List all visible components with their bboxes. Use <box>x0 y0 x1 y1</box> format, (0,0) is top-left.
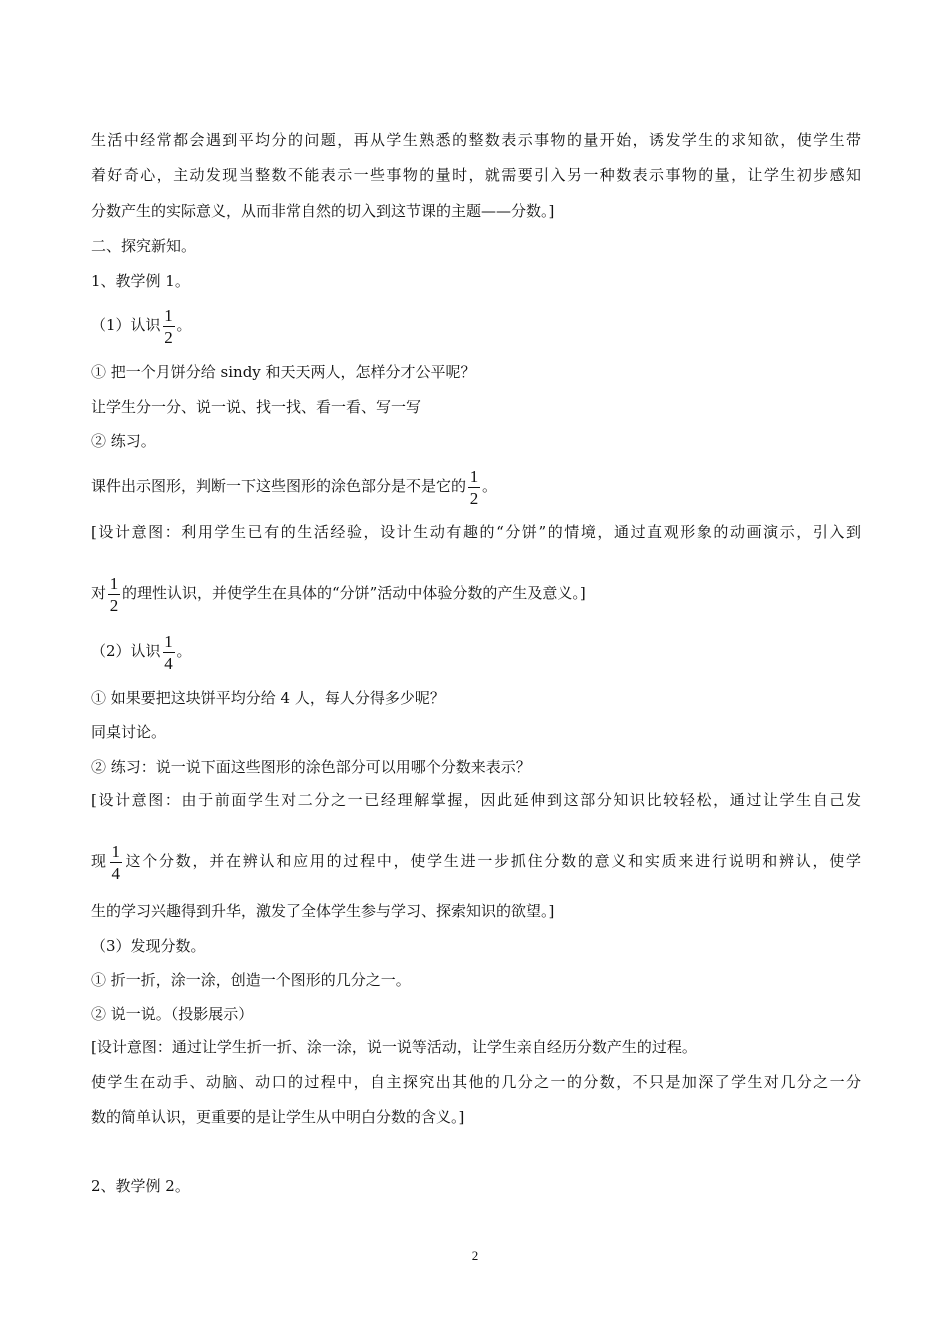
design-intent-line: [设计意图：利用学生已有的生活经验，设计生动有趣的“分饼”的情境，通过直观形象的动画演示，引入到 <box>91 523 861 541</box>
design-intent-line <box>91 842 861 882</box>
denominator: 2 <box>469 488 479 508</box>
list-item: ① 折一折，涂一涂，创造一个图形的几分之一。 <box>91 971 411 989</box>
denominator: 2 <box>164 327 173 347</box>
paragraph-line: 生活中经常都会遇到平均分的问题，再从学生熟悉的整数表示事物的量开始，诱发学生的求知欲，使学生带 <box>91 131 861 149</box>
design-intent-line: [设计意图：由于前面学生对二分之一已经理解掌握，因此延伸到这部分知识比较轻松，通过让学生自己发 <box>91 791 861 809</box>
list-item: ① 如果要把这块饼平均分给 4 人，每人分得多少呢？ <box>91 689 445 707</box>
numerator: 1 <box>109 573 119 593</box>
text: 的理性认识，并使学生在具体的“分饼”活动中体验分数的产生及意义。] <box>122 584 586 602</box>
list-item: ② 练习。 <box>91 432 156 450</box>
fraction <box>110 843 122 882</box>
text: 这个分数，并在辨认和应用的过程中，使学生进一步抓住分数的意义和实质来进行说明和辨认，使学 <box>123 852 861 870</box>
punctuation: 。 <box>176 642 192 660</box>
denominator: 4 <box>111 863 121 883</box>
fraction <box>108 575 120 614</box>
punctuation: 。 <box>482 477 498 495</box>
numerator: 1 <box>469 466 479 486</box>
list-item: ② 练习：说一说下面这些图形的涂色部分可以用哪个分数来表示？ <box>91 758 531 776</box>
paragraph-line: 着好奇心，主动发现当整数不能表示一些事物的量时，就需要引入另一种数表示事物的量，让学生初步感知 <box>91 166 861 184</box>
punctuation: 。 <box>176 316 192 334</box>
page-number: 2 <box>471 1248 479 1263</box>
fraction <box>468 468 480 507</box>
denominator: 4 <box>164 653 173 673</box>
example-heading: 2、教学例 2。 <box>91 1177 190 1195</box>
section-heading: 二、探究新知。 <box>91 237 197 255</box>
design-intent-line: [设计意图：通过让学生折一折、涂一涂，说一说等活动，让学生亲自经历分数产生的过程。 <box>91 1038 697 1056</box>
list-item: ② 说一说。（投影展示） <box>91 1005 254 1023</box>
numerator: 1 <box>111 841 121 861</box>
list-item: 让学生分一分、说一说、找一找、看一看、写一写 <box>91 398 422 416</box>
subheading-2 <box>91 632 192 672</box>
subheading-3: （3）发现分数。 <box>91 937 206 955</box>
list-item: 同桌讨论。 <box>91 723 167 741</box>
design-intent-line: 使学生在动手、动脑、动口的过程中，自主探究出其他的几分之一的分数，不只是加深了学生对几分之一分 <box>91 1073 861 1091</box>
courseware-line <box>91 467 497 507</box>
design-intent-line: 生的学习兴趣得到升华，激发了全体学生参与学习、探索知识的欲望。] <box>91 902 555 920</box>
text: 课件出示图形，判断一下这些图形的涂色部分是不是它的 <box>91 477 467 495</box>
fraction <box>163 633 175 672</box>
numerator: 1 <box>164 631 173 651</box>
paragraph-line: 分数产生的实际意义，从而非常自然的切入到这节课的主题——分数。] <box>91 202 555 220</box>
design-intent-line <box>91 574 586 614</box>
denominator: 2 <box>109 595 119 615</box>
example-heading: 1、教学例 1。 <box>91 272 190 290</box>
fraction <box>163 307 175 346</box>
subheading-text: （2）认识 <box>91 642 161 660</box>
subheading-text: （1）认识 <box>91 316 161 334</box>
subheading-1 <box>91 306 192 346</box>
text: 现 <box>91 852 108 870</box>
design-intent-line: 数的简单认识，更重要的是让学生从中明白分数的含义。] <box>91 1108 465 1126</box>
list-item: ① 把一个月饼分给 sindy 和天天两人，怎样分才公平呢？ <box>91 363 476 381</box>
text: 对 <box>91 584 107 602</box>
numerator: 1 <box>164 305 173 325</box>
